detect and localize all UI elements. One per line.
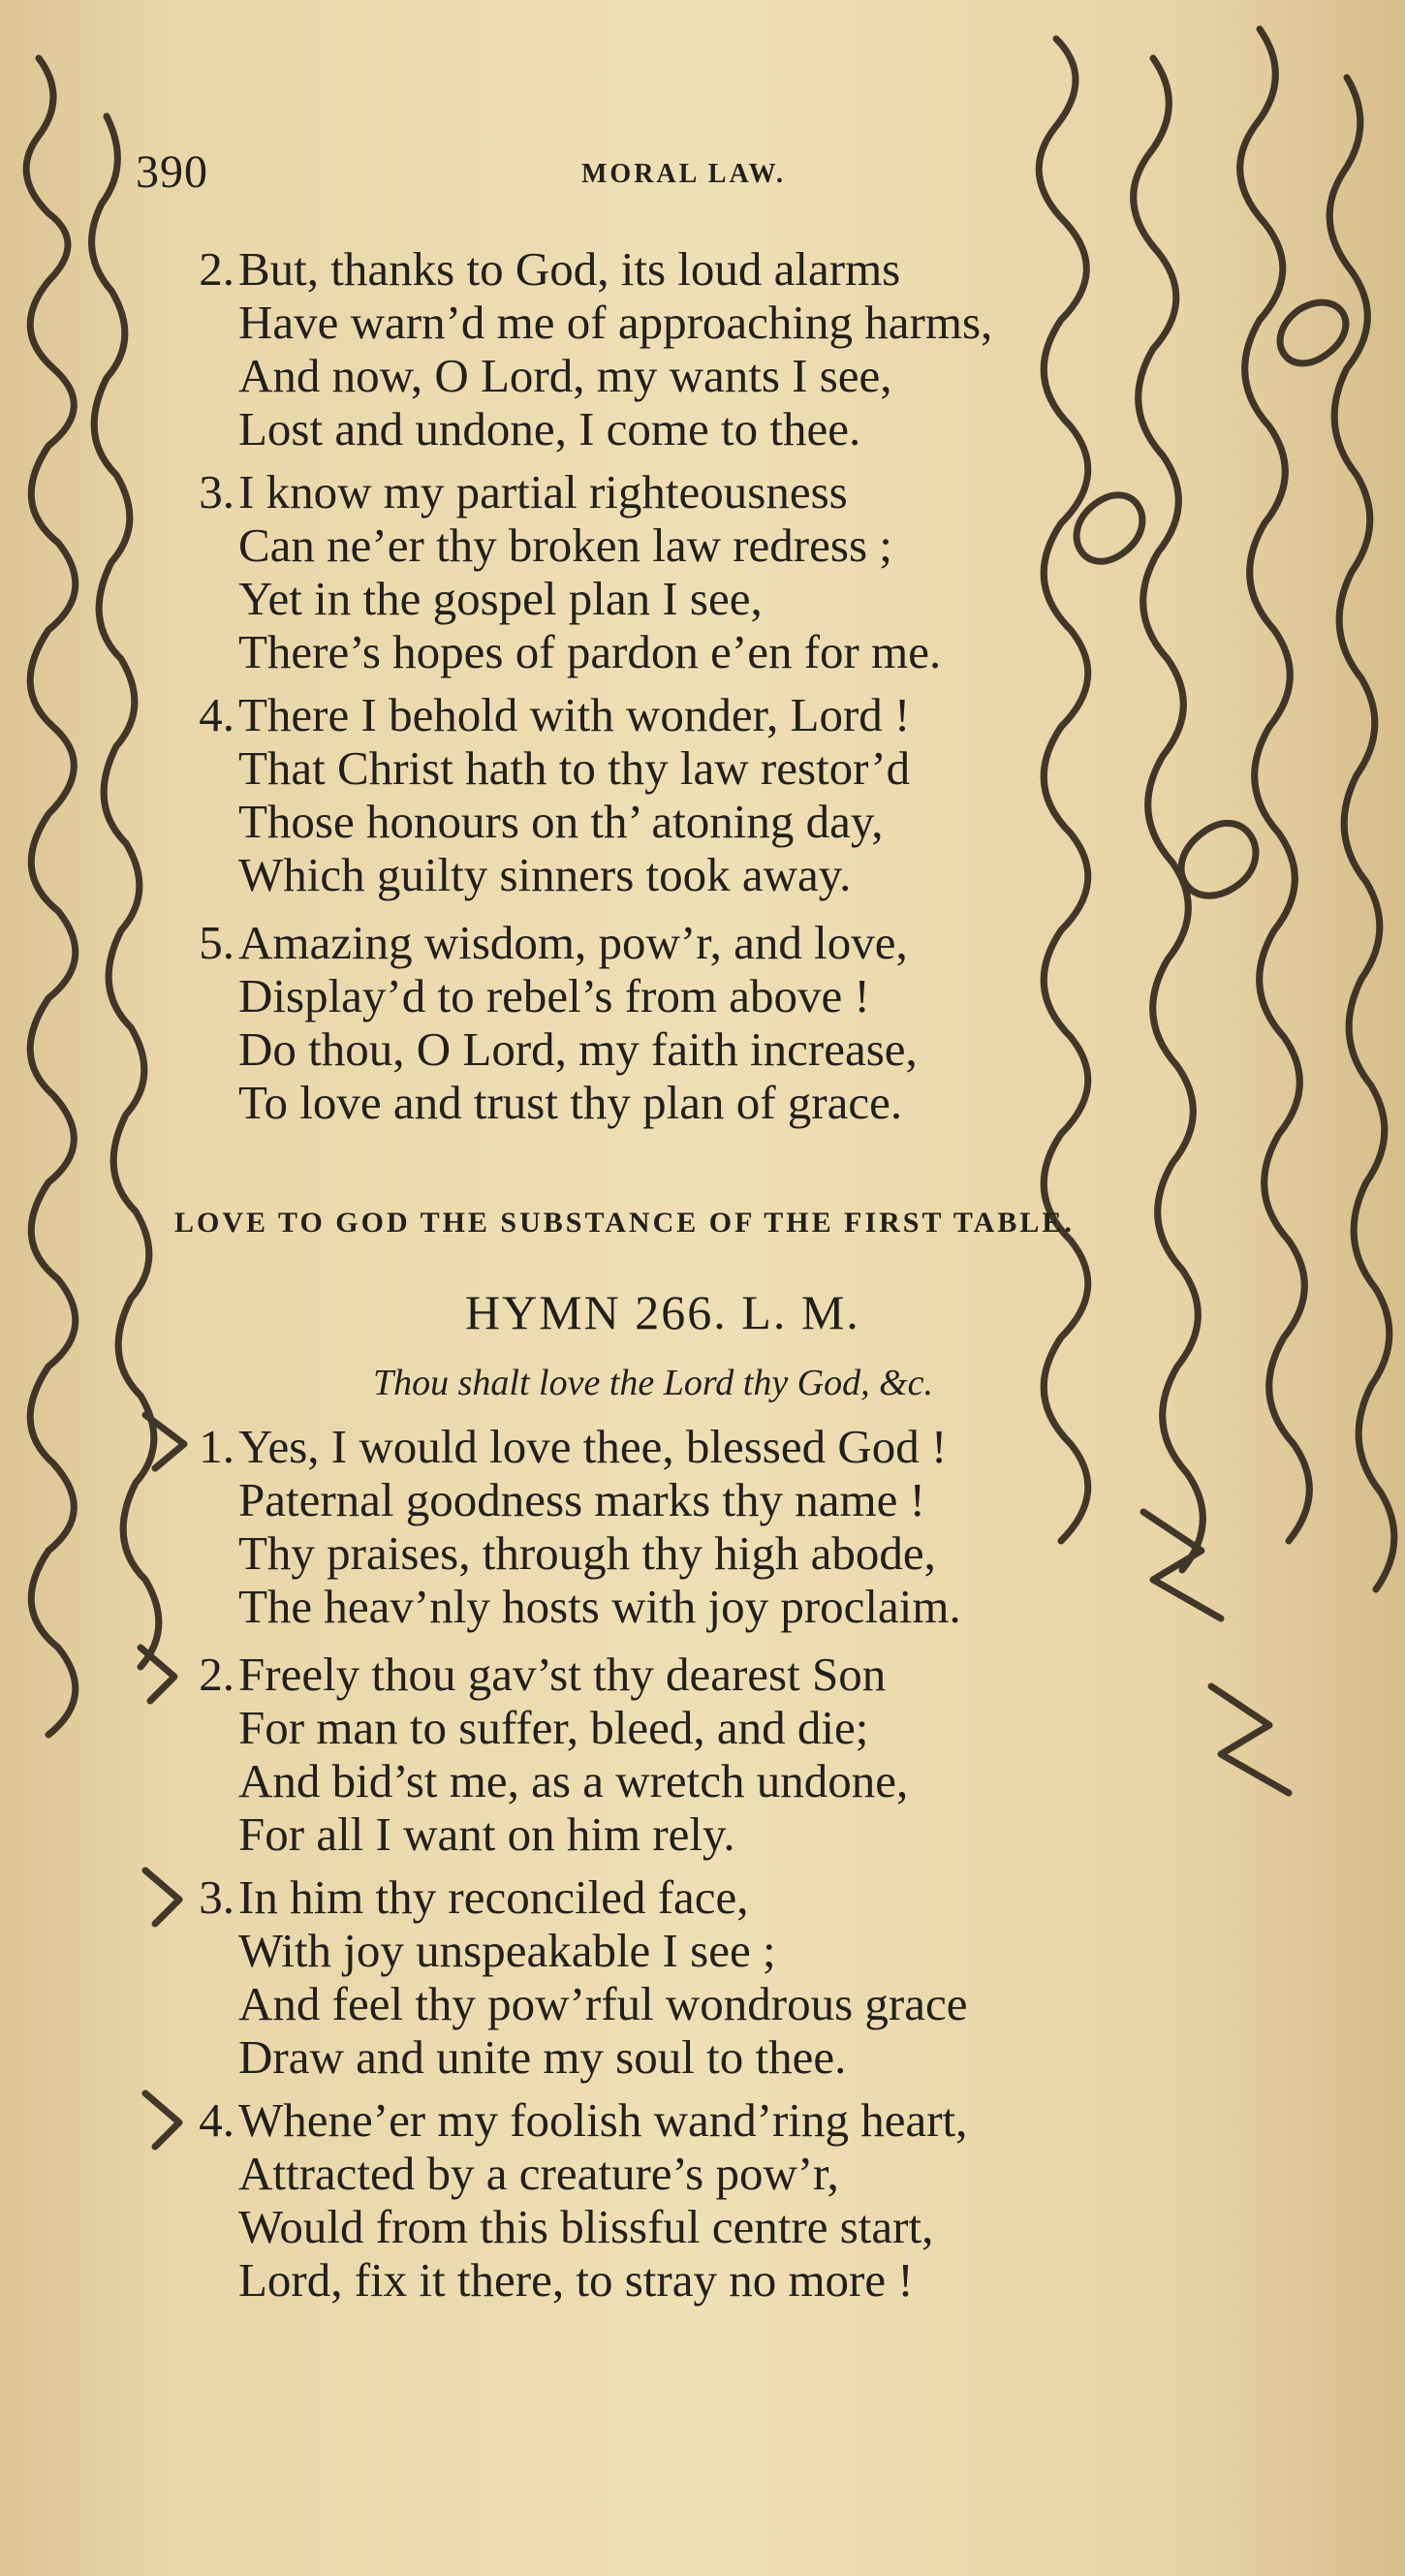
stanza-number: 4. bbox=[199, 2093, 234, 2147]
section-title: LOVE TO GOD THE SUBSTANCE OF THE FIRST TABLE. bbox=[174, 1207, 1075, 1239]
hymn-subtitle: Thou shalt love the Lord thy God, &c. bbox=[373, 1363, 934, 1403]
verse-line: Amazing wisdom, pow’r, and love, bbox=[238, 916, 908, 969]
verse-line: Display’d to rebel’s from above ! bbox=[238, 969, 870, 1022]
verse-line: And bid’st me, as a wretch undone, bbox=[238, 1754, 909, 1807]
verse-line: The heav’nly hosts with joy proclaim. bbox=[238, 1580, 961, 1633]
verse-line: Can ne’er thy broken law redress ; bbox=[238, 518, 892, 572]
verse-line: Lost and undone, I come to thee. bbox=[238, 402, 861, 456]
handwriting-stroke bbox=[1039, 39, 1088, 1541]
stanza-number: 3. bbox=[199, 1870, 234, 1924]
stanza-4 bbox=[145, 2093, 967, 2307]
verse-line: Yet in the gospel plan I see, bbox=[238, 572, 763, 625]
verse-line: Which guilty sinners took away. bbox=[238, 848, 852, 901]
verse-line: Those honours on th’ atoning day, bbox=[238, 795, 884, 848]
stanza-number: 5. bbox=[199, 916, 234, 969]
running-head: MORAL LAW. bbox=[581, 159, 787, 189]
handwriting-stroke bbox=[1211, 1686, 1289, 1793]
verse-line: Freely thou gav’st thy dearest Son bbox=[238, 1648, 887, 1701]
verse-line: Attracted by a creature’s pow’r, bbox=[238, 2147, 839, 2200]
stanza-number: 4. bbox=[199, 688, 234, 741]
verse-line: And now, O Lord, my wants I see, bbox=[238, 349, 892, 402]
verse-line: Do thou, O Lord, my faith increase, bbox=[238, 1022, 918, 1076]
verse-line: For man to suffer, bleed, and die; bbox=[238, 1701, 869, 1754]
verse-line: With joy unspeakable I see ; bbox=[238, 1924, 776, 1977]
verse-line: There I behold with wonder, Lord ! bbox=[238, 688, 911, 741]
handwriting-stroke bbox=[1077, 495, 1142, 562]
stanza-prev-2 bbox=[145, 242, 992, 456]
verse-line: I know my partial righteousness bbox=[238, 465, 848, 518]
verse-line: For all I want on him rely. bbox=[238, 1807, 735, 1861]
verse-line: Thy praises, through thy high abode, bbox=[238, 1526, 936, 1580]
verse-line: That Christ hath to thy law restor’d bbox=[238, 741, 911, 795]
verse-line: There’s hopes of pardon e’en for me. bbox=[238, 625, 942, 678]
stanza-3 bbox=[145, 1870, 967, 2084]
handwriting-stroke bbox=[1134, 58, 1203, 1570]
verse-line: Have warn’d me of approaching harms, bbox=[238, 296, 993, 349]
verse-line: In him thy reconciled face, bbox=[238, 1870, 749, 1924]
verse-line: Whene’er my foolish wand’ring heart, bbox=[238, 2093, 968, 2147]
stanza-number: 1. bbox=[199, 1420, 234, 1473]
stanza-prev-3 bbox=[145, 465, 941, 678]
stanza-prev-5 bbox=[145, 916, 918, 1129]
stanza-number: 2. bbox=[199, 242, 234, 296]
verse-line: Lord, fix it there, to stray no more ! bbox=[238, 2253, 914, 2307]
stanza-2 bbox=[145, 1648, 908, 1861]
stanza-number: 3. bbox=[199, 465, 234, 518]
verse-line: Yes, I would love thee, blessed God ! bbox=[238, 1420, 948, 1473]
handwriting-stroke bbox=[1240, 29, 1310, 1541]
stanza-1 bbox=[145, 1420, 961, 1633]
handwriting-stroke bbox=[1143, 1512, 1221, 1618]
handwriting-stroke bbox=[1181, 823, 1256, 895]
stanza-prev-4 bbox=[145, 688, 910, 901]
verse-line: Paternal goodness marks thy name ! bbox=[238, 1473, 925, 1526]
verse-line: To love and trust thy plan of grace. bbox=[238, 1076, 903, 1129]
verse-line: Would from this blissful centre start, bbox=[238, 2200, 934, 2253]
hymn-title: HYMN 266. L. M. bbox=[465, 1285, 860, 1339]
handwriting-stroke bbox=[1280, 302, 1346, 363]
verse-line: Draw and unite my soul to thee. bbox=[238, 2030, 847, 2084]
verse-line: But, thanks to God, its loud alarms bbox=[238, 242, 901, 296]
verse-line: And feel thy pow’rful wondrous grace bbox=[238, 1977, 968, 2030]
page-number: 390 bbox=[136, 146, 208, 198]
handwriting-stroke bbox=[26, 58, 76, 1735]
handwriting-stroke bbox=[1329, 78, 1394, 1589]
stanza-number: 2. bbox=[199, 1648, 234, 1701]
